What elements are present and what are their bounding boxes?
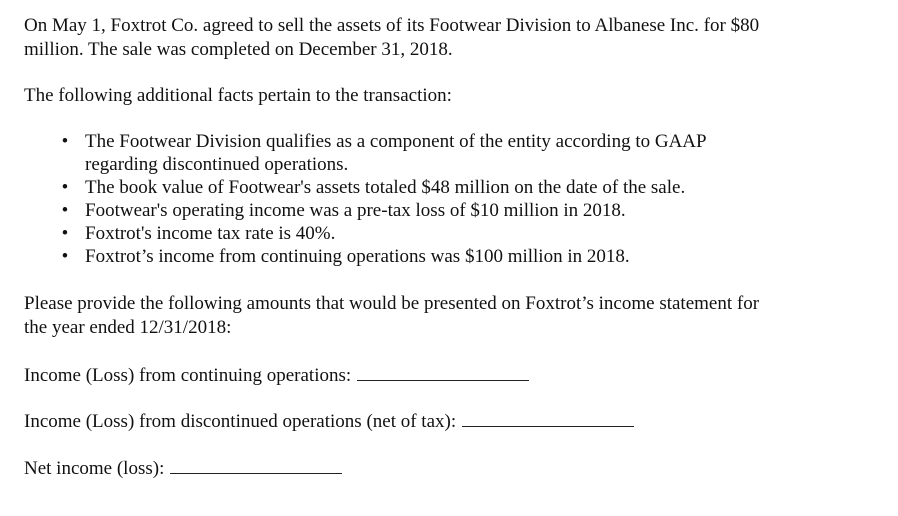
facts-heading-paragraph bbox=[24, 84, 452, 108]
fact-text-continued: regarding discontinued operations. bbox=[85, 154, 349, 175]
question-label: Net income (loss): bbox=[24, 458, 165, 479]
list-item bbox=[24, 176, 884, 199]
question-label: Income (Loss) from continuing operations: bbox=[24, 365, 352, 386]
intro-line-2: million. The sale was completed on December 31, 2018. bbox=[24, 39, 453, 60]
question-continuing bbox=[24, 362, 529, 388]
instruction-paragraph bbox=[24, 292, 759, 340]
bullet-icon: • bbox=[61, 223, 69, 244]
instruction-line-1: Please provide the following amounts that would be presented on Foxtrot’s income statement for bbox=[24, 293, 760, 314]
question-discontinued bbox=[24, 408, 634, 434]
intro-line-1: On May 1, Foxtrot Co. agreed to sell the assets of its Footwear Division to Albanese Inc. for $80 bbox=[24, 15, 760, 36]
list-item bbox=[24, 245, 884, 268]
bullet-icon: • bbox=[61, 200, 69, 221]
facts-list bbox=[24, 130, 884, 268]
answer-blank bbox=[357, 362, 529, 381]
answer-blank bbox=[170, 455, 342, 474]
bullet-icon: • bbox=[61, 246, 69, 267]
facts-heading: The following additional facts pertain to the transaction: bbox=[24, 85, 452, 106]
fact-text: The book value of Footwear's assets totaled $48 million on the date of the sale. bbox=[85, 177, 686, 198]
list-item bbox=[24, 222, 884, 245]
question-label: Income (Loss) from discontinued operations (net of tax): bbox=[24, 411, 457, 432]
instruction-line-2: the year ended 12/31/2018: bbox=[24, 317, 232, 338]
fact-text: The Footwear Division qualifies as a component of the entity according to GAAP bbox=[85, 131, 707, 152]
bullet-icon: • bbox=[61, 131, 69, 152]
intro-paragraph bbox=[24, 14, 759, 62]
fact-text: Foxtrot’s income from continuing operations was $100 million in 2018. bbox=[85, 246, 630, 267]
fact-text: Foxtrot's income tax rate is 40%. bbox=[85, 223, 336, 244]
list-item bbox=[24, 130, 884, 176]
question-net-income bbox=[24, 455, 342, 481]
list-item bbox=[24, 199, 884, 222]
fact-text: Footwear's operating income was a pre-tax loss of $10 million in 2018. bbox=[85, 200, 626, 221]
answer-blank bbox=[462, 408, 634, 427]
bullet-icon: • bbox=[61, 177, 69, 198]
